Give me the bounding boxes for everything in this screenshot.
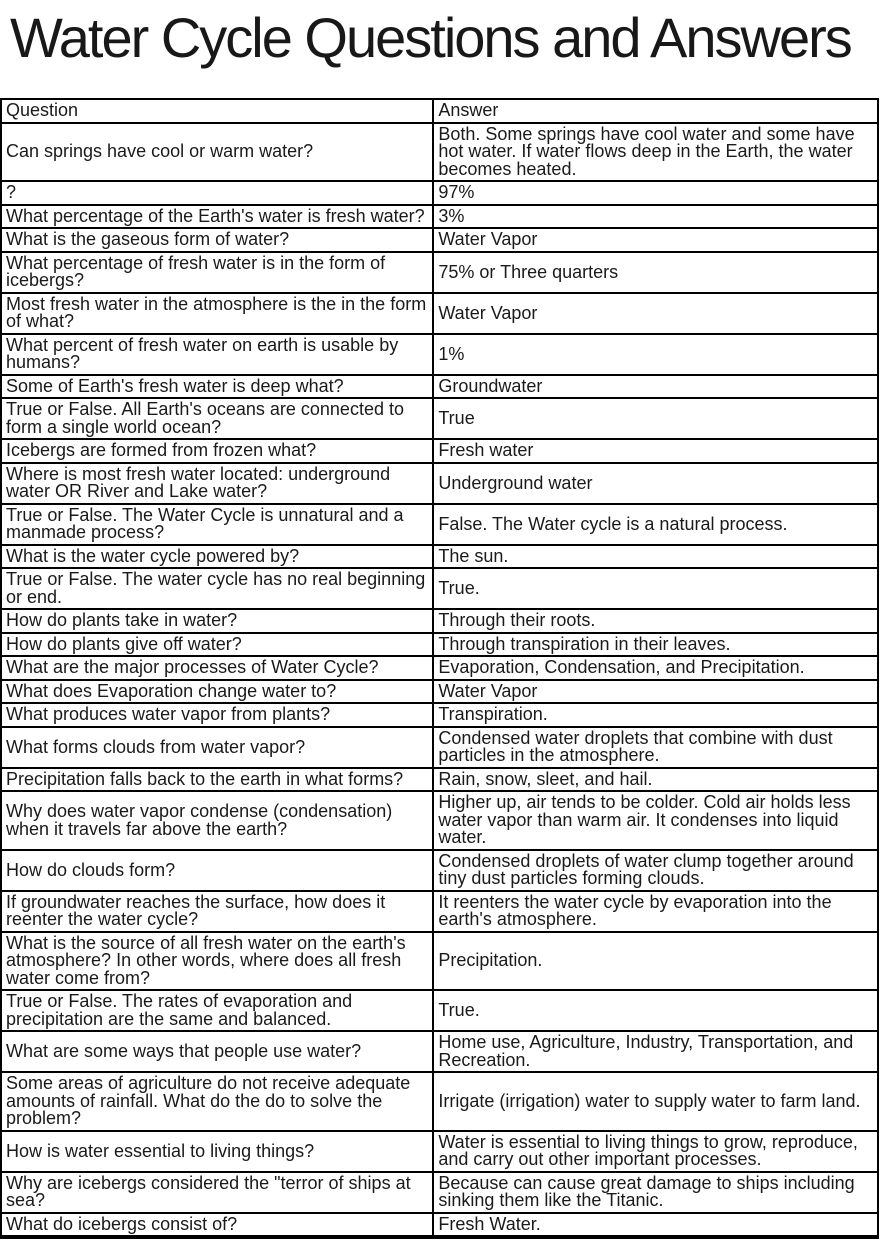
table-row <box>1 932 878 991</box>
answer-cell: Rain, snow, sleet, and hail. <box>433 768 878 792</box>
question-cell: What percent of fresh water on earth is usable by humans? <box>1 334 433 375</box>
answer-cell: True <box>433 398 878 439</box>
question-column-header: Question <box>1 99 433 123</box>
question-cell: Precipitation falls back to the earth in what forms? <box>1 768 433 792</box>
answer-cell: False. The Water cycle is a natural process. <box>433 504 878 545</box>
table-row <box>1 703 878 727</box>
answer-cell: True. <box>433 990 878 1031</box>
table-row <box>1 181 878 205</box>
table-row <box>1 545 878 569</box>
question-cell: How do clouds form? <box>1 850 433 891</box>
question-cell: Most fresh water in the atmosphere is the in the form of what? <box>1 293 433 334</box>
header-row <box>1 99 878 123</box>
question-cell: What are the major processes of Water Cycle? <box>1 656 433 680</box>
table-row <box>1 568 878 609</box>
question-cell: What percentage of the Earth's water is fresh water? <box>1 205 433 229</box>
table-row <box>1 1172 878 1213</box>
question-cell: Some of Earth's fresh water is deep what? <box>1 375 433 399</box>
answer-cell: Because can cause great damage to ships including sinking them like the Titanic. <box>433 1172 878 1213</box>
answer-cell: Precipitation. <box>433 932 878 991</box>
answer-cell: Underground water <box>433 463 878 504</box>
answer-cell: Home use, Agriculture, Industry, Transportation, and Recreation. <box>433 1031 878 1072</box>
table-row <box>1 463 878 504</box>
answer-cell: Through their roots. <box>433 609 878 633</box>
answer-cell: Evaporation, Condensation, and Precipitation. <box>433 656 878 680</box>
answer-cell: It reenters the water cycle by evaporation into the earth's atmosphere. <box>433 891 878 932</box>
table-row <box>1 375 878 399</box>
table-row <box>1 891 878 932</box>
answer-cell: True. <box>433 568 878 609</box>
table-row <box>1 252 878 293</box>
table-row <box>1 123 878 182</box>
answer-cell: Both. Some springs have cool water and some have hot water. If water flows deep in the Earth, the water becomes heated. <box>433 123 878 182</box>
answer-cell: Water Vapor <box>433 228 878 252</box>
question-cell: Why are icebergs considered the "terror of ships at sea? <box>1 1172 433 1213</box>
question-cell: ? <box>1 181 433 205</box>
table-row <box>1 791 878 850</box>
table-row <box>1 1213 878 1238</box>
answer-cell: Through transpiration in their leaves. <box>433 633 878 657</box>
answer-column-header: Answer <box>433 99 878 123</box>
table-row <box>1 656 878 680</box>
answer-cell: Irrigate (irrigation) water to supply water to farm land. <box>433 1072 878 1131</box>
answer-cell: Water Vapor <box>433 293 878 334</box>
table-row <box>1 1031 878 1072</box>
answer-cell: Water Vapor <box>433 680 878 704</box>
question-cell: Icebergs are formed from frozen what? <box>1 439 433 463</box>
answer-cell: Water is essential to living things to grow, reproduce, and carry out other important processes. <box>433 1131 878 1172</box>
question-cell: How is water essential to living things? <box>1 1131 433 1172</box>
question-cell: What does Evaporation change water to? <box>1 680 433 704</box>
table-row <box>1 439 878 463</box>
qa-table-header <box>1 99 878 123</box>
question-cell: True or False. The water cycle has no real beginning or end. <box>1 568 433 609</box>
question-cell: What percentage of fresh water is in the form of icebergs? <box>1 252 433 293</box>
answer-cell: Fresh water <box>433 439 878 463</box>
page <box>0 6 880 1251</box>
answer-cell: 75% or Three quarters <box>433 252 878 293</box>
answer-cell: 1% <box>433 334 878 375</box>
question-cell: What forms clouds from water vapor? <box>1 727 433 768</box>
table-row <box>1 1131 878 1172</box>
question-cell: How do plants take in water? <box>1 609 433 633</box>
qa-table <box>0 98 879 1239</box>
table-row <box>1 1072 878 1131</box>
question-cell: What is the gaseous form of water? <box>1 228 433 252</box>
question-cell: Where is most fresh water located: underground water OR River and Lake water? <box>1 463 433 504</box>
answer-cell: 97% <box>433 181 878 205</box>
table-row <box>1 633 878 657</box>
table-row <box>1 334 878 375</box>
page-title: Water Cycle Questions and Answers <box>10 6 851 69</box>
table-row <box>1 504 878 545</box>
question-cell: True or False. The Water Cycle is unnatural and a manmade process? <box>1 504 433 545</box>
table-row <box>1 293 878 334</box>
question-cell: Can springs have cool or warm water? <box>1 123 433 182</box>
table-row <box>1 680 878 704</box>
answer-cell: Condensed droplets of water clump together around tiny dust particles forming clouds. <box>433 850 878 891</box>
question-cell: What is the source of all fresh water on the earth's atmosphere? In other words, where does all fresh water come from? <box>1 932 433 991</box>
table-row <box>1 609 878 633</box>
answer-cell: Groundwater <box>433 375 878 399</box>
question-cell: Some areas of agriculture do not receive adequate amounts of rainfall. What do the do to solve the problem? <box>1 1072 433 1131</box>
table-row <box>1 398 878 439</box>
question-cell: True or False. All Earth's oceans are connected to form a single world ocean? <box>1 398 433 439</box>
answer-cell: 3% <box>433 205 878 229</box>
table-row <box>1 727 878 768</box>
question-cell: What do icebergs consist of? <box>1 1213 433 1238</box>
table-row <box>1 228 878 252</box>
question-cell: What produces water vapor from plants? <box>1 703 433 727</box>
answer-cell: Higher up, air tends to be colder. Cold air holds less water vapor than warm air. It condenses into liquid water. <box>433 791 878 850</box>
qa-table-body <box>1 123 878 1238</box>
table-row <box>1 205 878 229</box>
question-cell: Why does water vapor condense (condensation) when it travels far above the earth? <box>1 791 433 850</box>
answer-cell: Fresh Water. <box>433 1213 878 1238</box>
answer-cell: Condensed water droplets that combine with dust particles in the atmosphere. <box>433 727 878 768</box>
question-cell: How do plants give off water? <box>1 633 433 657</box>
question-cell: What are some ways that people use water? <box>1 1031 433 1072</box>
question-cell: What is the water cycle powered by? <box>1 545 433 569</box>
answer-cell: Transpiration. <box>433 703 878 727</box>
question-cell: If groundwater reaches the surface, how does it reenter the water cycle? <box>1 891 433 932</box>
table-row <box>1 850 878 891</box>
table-row <box>1 768 878 792</box>
answer-cell: The sun. <box>433 545 878 569</box>
table-row <box>1 990 878 1031</box>
question-cell: True or False. The rates of evaporation and precipitation are the same and balanced. <box>1 990 433 1031</box>
